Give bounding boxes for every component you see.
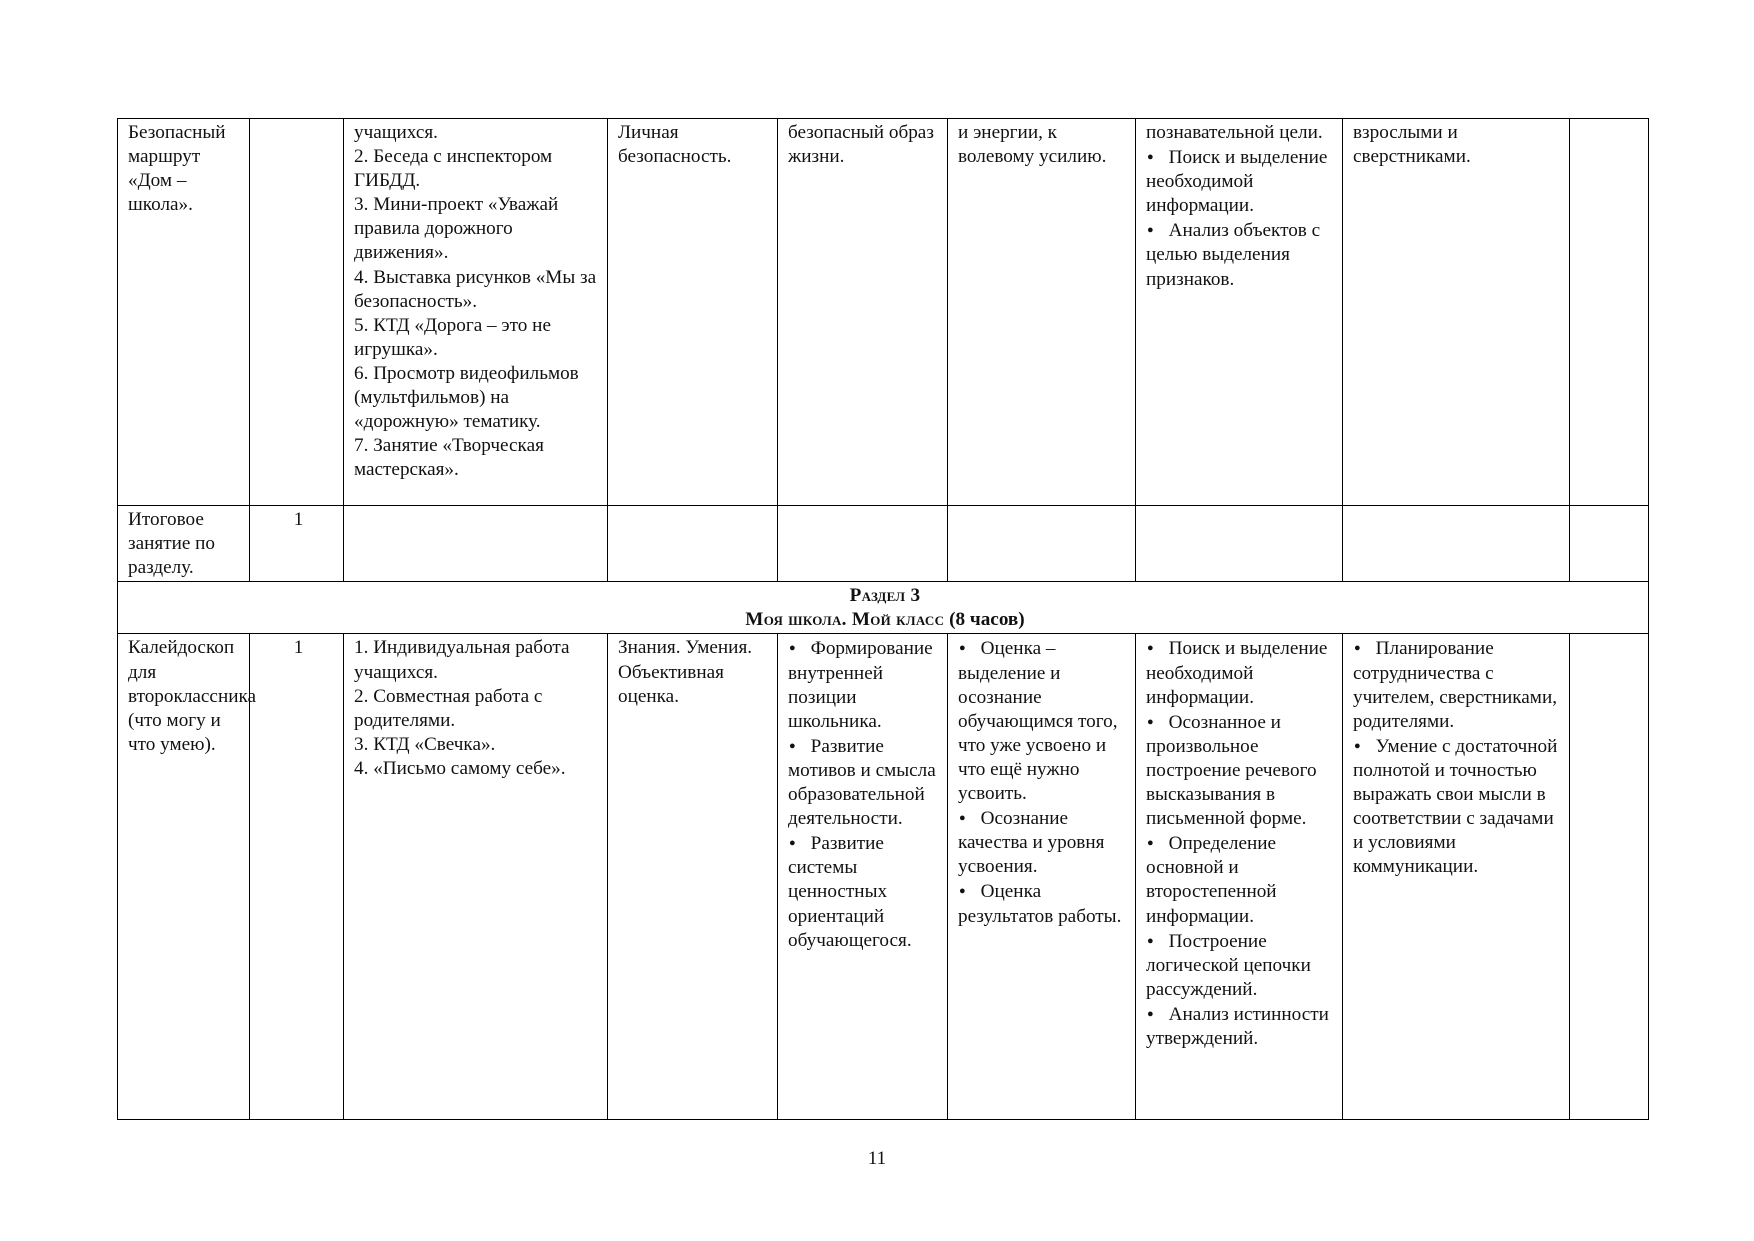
regulatory-results-cell <box>948 634 1136 1120</box>
activity-item: 4. «Письмо самому себе». <box>354 757 566 779</box>
bullet-item: ● Развитие мотивов и смысла образовательной деятельности. <box>788 734 941 831</box>
table-row <box>118 506 1649 582</box>
communicative-results-cell <box>1343 634 1570 1120</box>
section-title: Моя школа. Мой класс <box>745 609 945 631</box>
bullet-item: ● Осознание качества и уровня усвоения. <box>958 806 1129 879</box>
activity-item: 3. Мини-проект «Уважай правила дорожного движения». <box>354 194 559 264</box>
activity-item: 4. Выставка рисунков «Мы за безопасность». <box>354 266 597 312</box>
bullet-item: ● Построение логической цепочки рассуждений. <box>1146 929 1336 1002</box>
topic-cell: Калейдоскоп для второклассника (что могу и что умею). <box>118 634 250 1120</box>
cognitive-results-cell: познавательной цели. ● Поиск и выделение необходимой информации. ● Анализ объектов с целью выделения признаков. <box>1136 119 1343 506</box>
hours-cell <box>250 119 344 506</box>
personal-results-cell: безопасный образ жизни. <box>778 119 948 506</box>
personal-results-cell <box>778 634 948 1120</box>
communicative-results-cell: взрослыми и сверстниками. <box>1343 119 1570 506</box>
bullet-item: ● Оценка – выделение и осознание обучающимся того, что уже усвоено и что ещё нужно усвоить. <box>958 636 1129 806</box>
section-hours: (8 часов) <box>949 609 1025 631</box>
table-row <box>118 119 1649 506</box>
bullet-item: ● Умение с достаточной полнотой и точностью выражать свои мысли в соответствии с задачами и условиями коммуникации. <box>1353 734 1563 880</box>
bullet-item: ● Анализ объектов с целью выделения признаков. <box>1146 218 1336 291</box>
section-header <box>118 582 1649 634</box>
bullet-item: ● Развитие системы ценностных ориентаций обучающегося. <box>788 831 941 952</box>
notes-cell <box>1570 634 1649 1120</box>
personal-results-cell <box>778 506 948 582</box>
page-number: 11 <box>867 1148 887 1169</box>
content-cell: Личная безопасность. <box>608 119 778 506</box>
bullet-item: ● Поиск и выделение необходимой информации. <box>1146 636 1336 709</box>
bullet-item: ● Формирование внутренней позиции школьника. <box>788 636 941 733</box>
bullet-item: ● Поиск и выделение необходимой информации. <box>1146 145 1336 218</box>
topic-cell: Безопасный маршрут «Дом – школа». <box>118 119 250 506</box>
regulatory-results-cell <box>948 506 1136 582</box>
table-row <box>118 634 1649 1120</box>
cognitive-results-cell <box>1136 506 1343 582</box>
bullet-item: ● Анализ истинности утверждений. <box>1146 1002 1336 1051</box>
topic-cell: Итоговое занятие по разделу. <box>118 506 250 582</box>
activity-item: 1. Индивидуальная работа учащихся. <box>354 637 570 683</box>
bullet-item: ● Определение основной и второстепенной информации. <box>1146 831 1336 928</box>
notes-cell <box>1570 506 1649 582</box>
activities-cell <box>344 634 608 1120</box>
section-label: Раздел 3 <box>849 585 921 607</box>
activity-item: 3. КТД «Свечка». <box>354 733 496 755</box>
hours-cell: 1 <box>250 634 344 1120</box>
activity-item: 2. Совместная работа с родителями. <box>354 685 543 731</box>
activity-item: 5. КТД «Дорога – это не игрушка». <box>354 314 551 360</box>
activity-item: 6. Просмотр видеофильмов (мультфильмов) на «дорожную» тематику. <box>354 362 579 433</box>
bullet-item: ● Планирование сотрудничества с учителем, сверстниками, родителями. <box>1353 636 1563 733</box>
activity-item: 2. Беседа с инспектором ГИБДД. <box>354 146 553 192</box>
activities-cell <box>344 506 608 582</box>
communicative-results-cell <box>1343 506 1570 582</box>
content-cell: Знания. Умения. Объективная оценка. <box>608 634 778 1120</box>
content-cell <box>608 506 778 582</box>
activity-item: учащихся. <box>354 122 438 143</box>
bullet-item: ● Осознанное и произвольное построение речевого высказывания в письменной форме. <box>1146 710 1336 831</box>
activity-item: 7. Занятие «Творческая мастерская». <box>354 435 544 481</box>
section-header-row <box>118 582 1649 634</box>
bullet-item: ● Оценка результатов работы. <box>958 879 1129 928</box>
curriculum-table <box>117 118 1649 1120</box>
activities-cell <box>344 119 608 506</box>
cognitive-results-cell <box>1136 634 1343 1120</box>
hours-cell: 1 <box>250 506 344 582</box>
notes-cell <box>1570 119 1649 506</box>
regulatory-results-cell: и энергии, к волевому усилию. <box>948 119 1136 506</box>
